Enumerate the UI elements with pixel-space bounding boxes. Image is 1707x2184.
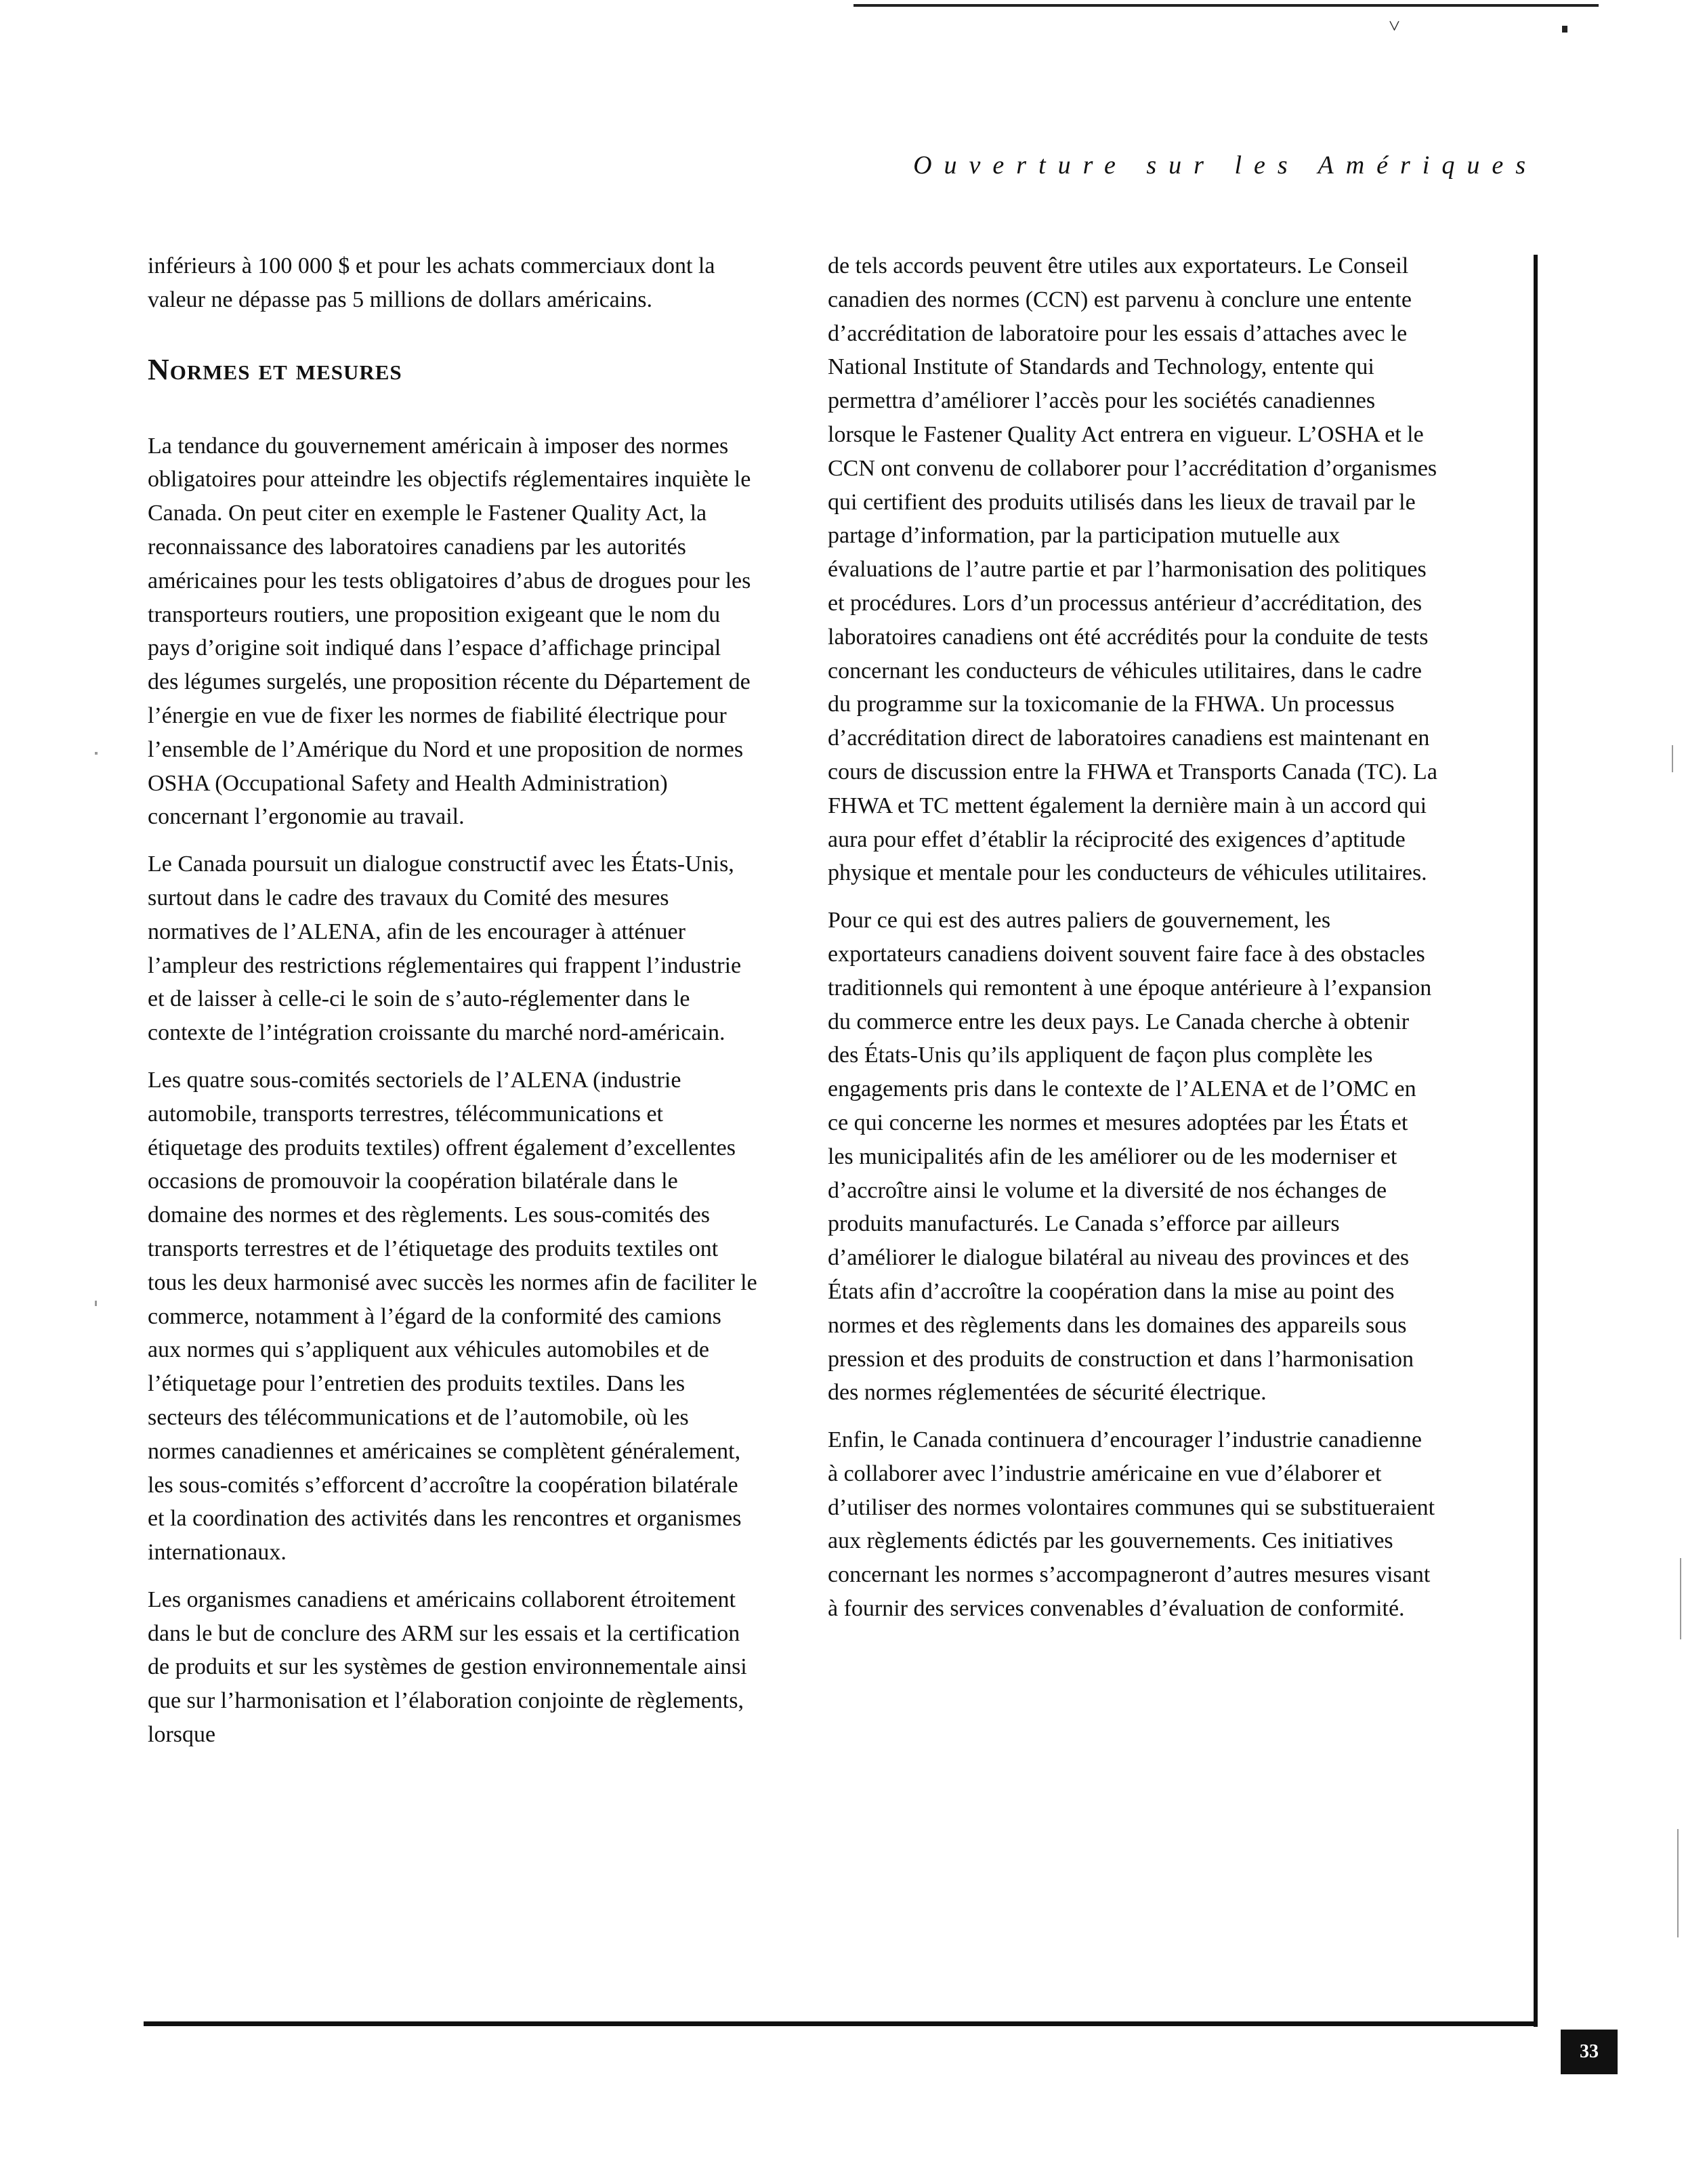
scan-noise bbox=[1677, 1829, 1679, 1937]
vertical-rule bbox=[1534, 255, 1538, 2027]
paragraph: Le Canada poursuit un dialogue constructif avec les États-Unis, surtout dans le cadre des travaux du Comité des mesures normatives de l’ALENA, afin de les encourager à atténuer l’ampleur des restrictions réglementaires qui frappent l’industrie et de laisser à celle-ci le soin de s’auto-réglementer dans le contexte de l’intégration croissante du marché nord-américain. bbox=[148, 852, 742, 1046]
paragraph: de tels accords peuvent être utiles aux exportateurs. Le Conseil canadien des normes (CCN) est parvenu à conclure une entente d’accréditation de laboratoire pour les essais d’attaches avec le National Institute of Standards and Technology, entente qui permettra d’améliorer l’accès pour les sociétés canadiennes lorsque le Fastener Quality Act entrera en vigueur. L’OSHA et le CCN ont convenu de collaborer pour l’accréditation d’organismes qui certifient des produits utilisés dans les lieux de travail par le partage d’information, par la participation mutuelle aux évaluations de l’autre partie et par l’harmonisation des politiques et procédures. Lors d’un processus antérieur d’accréditation, des laboratoires canadiens ont été accrédités pour la conduite de tests concernant les conducteurs de véhicules utilitaires, dans le cadre du programme sur la toxicomanie de la FHWA. Un processus d’accréditation direct de laboratoires canadiens est maintenant en cours de discussion entre la FHWA et Transports Canada (TC). La FHWA et TC mettent également la dernière main à un accord qui aura pour effet d’établir la réciprocité des exigences d’aptitude physique et mentale pour les conducteurs de véhicules utilitaires. bbox=[828, 253, 1437, 886]
section-heading: Normes et mesures bbox=[148, 352, 402, 386]
right-column bbox=[828, 249, 1437, 1639]
scan-border-line bbox=[854, 4, 1599, 7]
left-column bbox=[148, 249, 757, 1765]
scan-noise bbox=[95, 1301, 97, 1306]
page-number: 33 bbox=[1561, 2030, 1618, 2074]
paragraph: Les quatre sous-comités sectoriels de l’ALENA (industrie automobile, transports terrestres, télécommunications et étiquetage des produits textiles) offrent également d’excellentes occasions de promouvoir la coopération bilatérale dans le domaine des normes et des règlements. Les sous-comités des transports terrestres et de l’étiquetage des produits textiles ont tous les deux harmonisé avec succès les normes afin de faciliter le commerce, notamment à l’égard de la conformité des camions aux normes qui s’appliquent aux véhicules automobiles et de l’étiquetage pour l’entretien des produits textiles. Dans les secteurs des télécommunications et de l’automobile, où les normes canadiennes et américaines se complètent généralement, les sous-comités s’efforcent d’accroître la coopération bilatérale et la coordination des activités dans les rencontres et organismes internationaux. bbox=[148, 1067, 757, 1566]
scan-noise bbox=[1680, 1558, 1681, 1639]
paragraph-continuation: inférieurs à 100 000 $ et pour les achats commerciaux dont la valeur ne dépasse pas 5 millions de dollars américains. bbox=[148, 253, 715, 312]
paragraph: La tendance du gouvernement américain à imposer des normes obligatoires pour atteindre les objectifs réglementaires inquiète le Canada. On peut citer en exemple le Fastener Quality Act, la reconnaissance des laboratoires canadiens par les autorités américaines pour les tests obligatoires d’abus de drogues pour les transporteurs routiers, une proposition exigeant que le nom du pays d’origine soit indiqué dans l’espace d’affichage principal des légumes surgelés, une proposition récente du Département de l’énergie en vue de fixer les normes de fiabilité électrique pour l’ensemble de l’Amérique du Nord et une proposition de normes OSHA (Occupational Safety and Health Administration) concernant l’ergonomie au travail. bbox=[148, 433, 751, 830]
scan-artifact-dot bbox=[1562, 26, 1567, 33]
running-header: Ouverture sur les Amériques bbox=[913, 151, 1538, 180]
scan-noise bbox=[1672, 745, 1673, 772]
horizontal-rule bbox=[144, 2021, 1538, 2026]
scan-artifact-mark: ˅ bbox=[1389, 15, 1400, 37]
paragraph: Les organismes canadiens et américains collaborent étroitement dans le but de conclure des ARM sur les essais et la certification de produits et sur les systèmes de gestion environnementale ainsi que sur l’harmonisation et l’élaboration conjointe de règlements, lorsque bbox=[148, 1587, 747, 1748]
paragraph: Enfin, le Canada continuera d’encourager l’industrie canadienne à collaborer avec l’industrie américaine en vue d’élaborer et d’utiliser des normes volontaires communes qui se substitueraient aux règlements édictés par les gouvernements. Ces initiatives concernant les normes s’accompagneront d’autres mesures visant à fournir des services convenables d’évaluation de conformité. bbox=[828, 1427, 1435, 1622]
paragraph: Pour ce qui est des autres paliers de gouvernement, les exportateurs canadiens doivent souvent faire face à des obstacles traditionnels qui remontent à une époque antérieure à l’expansion du commerce entre les deux pays. Le Canada cherche à obtenir des États-Unis qu’ils appliquent de façon plus complète les engagements pris dans le contexte de l’ALENA et de l’OMC en ce qui concerne les normes et mesures adoptées par les États et les municipalités afin de les améliorer ou de les moderniser et d’accroître ainsi le volume et la diversité de nos échanges de produits manufacturés. Le Canada s’efforce par ailleurs d’améliorer le dialogue bilatéral au niveau des provinces et des États afin d’accroître la coopération dans la mise au point des normes et des règlements dans les domaines des appareils sous pression et des produits de construction et dans l’harmonisation des normes réglementées de sécurité électrique. bbox=[828, 908, 1432, 1406]
scan-noise bbox=[95, 752, 98, 755]
